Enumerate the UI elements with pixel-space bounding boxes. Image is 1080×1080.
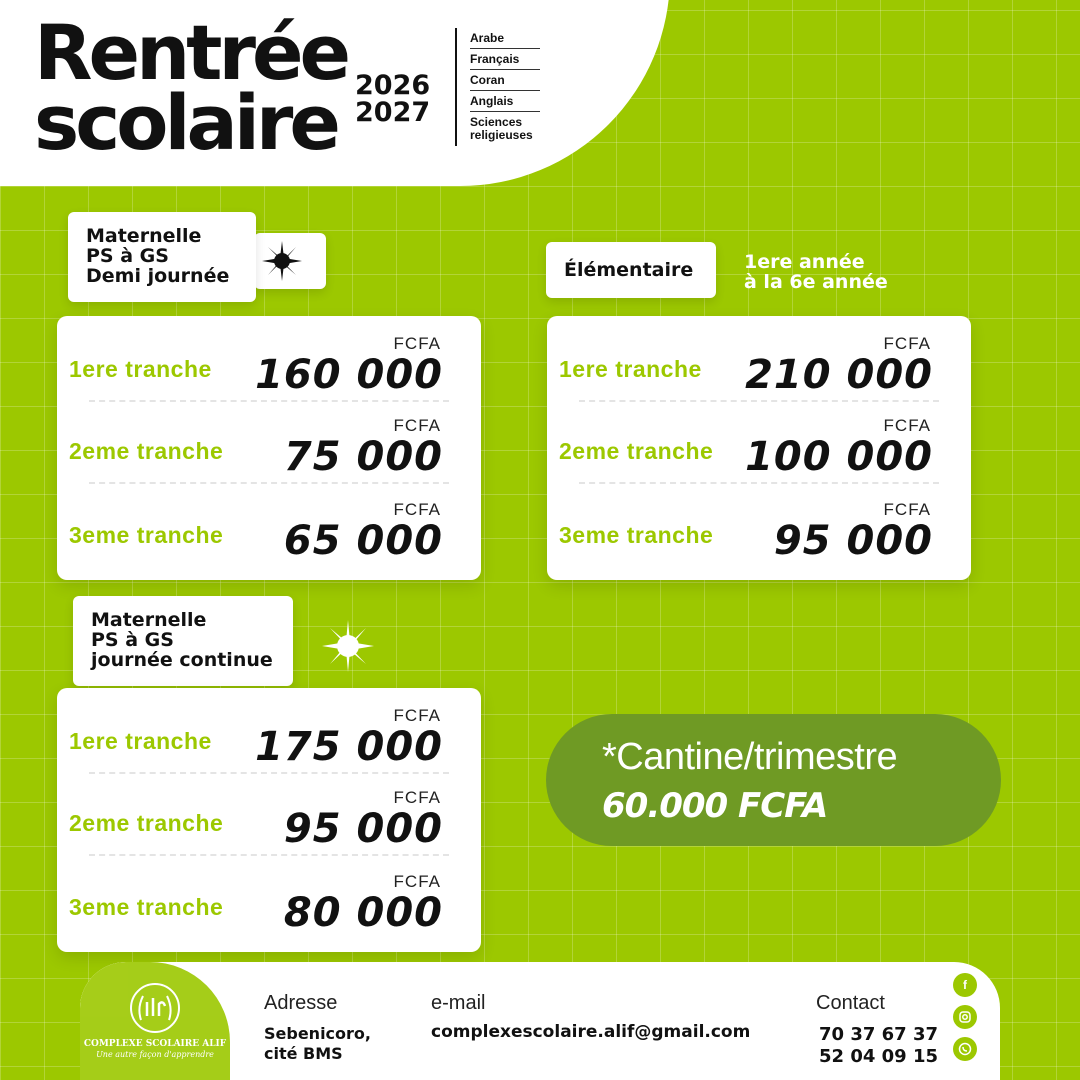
- price-amount: 100 000: [745, 434, 933, 480]
- label-line: PS à GS: [91, 629, 174, 651]
- starburst-icon: [262, 241, 302, 281]
- year-start: 2026: [355, 70, 431, 101]
- row-divider: [579, 400, 939, 402]
- burst-badge: [254, 233, 326, 289]
- logo-slogan: Une autre façon d'apprendre: [96, 1050, 214, 1059]
- price-amount: 160 000: [255, 352, 443, 398]
- tranche-label: 3eme tranche: [69, 894, 224, 920]
- tranche-label: 2eme tranche: [69, 810, 224, 836]
- currency-label: FCFA: [393, 788, 441, 807]
- sparkle-icon: [322, 620, 374, 672]
- price-amount: 210 000: [745, 352, 933, 398]
- currency-label: FCFA: [393, 334, 441, 353]
- label-line: journée continue: [91, 649, 273, 671]
- footer: [80, 962, 1000, 1080]
- label-line: Maternelle: [91, 609, 207, 631]
- year-end: 2027: [355, 97, 431, 128]
- grade-range: [744, 252, 888, 292]
- logo-name: COMPLEXE SCOLAIRE ALIF: [83, 1039, 227, 1049]
- section-label-maternelle-continue: [73, 596, 293, 686]
- address-line: cité BMS: [264, 1044, 343, 1063]
- subject-item: Coran: [470, 74, 540, 91]
- page-title: [34, 8, 348, 167]
- phone-number[interactable]: 52 04 09 15: [819, 1046, 938, 1067]
- phone-numbers: [819, 1024, 938, 1068]
- address-label: Adresse: [264, 992, 338, 1014]
- cantine-price: 60.000 FCFA: [602, 786, 828, 826]
- tranche-label: 1ere tranche: [559, 356, 702, 382]
- price-row: [57, 404, 481, 484]
- row-divider: [89, 772, 449, 774]
- currency-label: FCFA: [883, 416, 931, 435]
- currency-label: FCFA: [393, 706, 441, 725]
- price-row: [547, 322, 971, 402]
- currency-label: FCFA: [883, 334, 931, 353]
- subject-item: Sciences religieuses: [470, 115, 533, 142]
- price-card-maternelle-demi: [57, 316, 481, 580]
- row-divider: [89, 854, 449, 856]
- currency-label: FCFA: [393, 872, 441, 891]
- facebook-icon[interactable]: f: [953, 973, 977, 997]
- price-card-maternelle-continue: [57, 688, 481, 952]
- label-line: Demi journée: [86, 265, 230, 287]
- price-card-elementaire: [547, 316, 971, 580]
- price-amount: 65 000: [283, 518, 443, 564]
- tranche-label: 3eme tranche: [559, 522, 714, 548]
- currency-label: FCFA: [883, 500, 931, 519]
- price-row: [57, 860, 481, 940]
- cantine-badge: [546, 714, 1001, 846]
- address-value: [264, 1024, 371, 1064]
- price-row: [57, 694, 481, 774]
- section-label-elementaire: [546, 242, 716, 298]
- address-line: Sebenicoro,: [264, 1024, 371, 1043]
- label-line: Élémentaire: [564, 259, 694, 281]
- price-amount: 175 000: [255, 724, 443, 770]
- tranche-label: 1ere tranche: [69, 728, 212, 754]
- phone-number[interactable]: 70 37 67 37: [819, 1024, 938, 1045]
- price-amount: 80 000: [283, 890, 443, 936]
- currency-label: FCFA: [393, 416, 441, 435]
- title-line-1: Rentrée: [34, 8, 348, 97]
- email-label: e-mail: [431, 992, 486, 1014]
- row-divider: [89, 400, 449, 402]
- school-year: [355, 72, 430, 126]
- price-row: [57, 776, 481, 856]
- tranche-label: 2eme tranche: [559, 438, 714, 464]
- price-row: [547, 488, 971, 568]
- subjects-list: [470, 32, 540, 149]
- instagram-icon[interactable]: [953, 1005, 977, 1029]
- cantine-label: *Cantine/trimestre: [602, 736, 898, 778]
- title-line-2: scolaire: [34, 78, 337, 167]
- subject-item: Français: [470, 53, 540, 70]
- tranche-label: 2eme tranche: [69, 438, 224, 464]
- price-amount: 95 000: [283, 806, 443, 852]
- row-divider: [89, 482, 449, 484]
- price-amount: 95 000: [773, 518, 933, 564]
- school-logo-icon: [127, 980, 183, 1036]
- contact-label: Contact: [816, 992, 885, 1014]
- grade-range-line: 1ere année: [744, 251, 865, 273]
- price-amount: 75 000: [283, 434, 443, 480]
- grade-range-line: à la 6e année: [744, 271, 888, 293]
- email-link[interactable]: complexescolaire.alif@gmail.com: [431, 1022, 751, 1042]
- currency-label: FCFA: [393, 500, 441, 519]
- price-row: [57, 488, 481, 568]
- subject-item: Arabe: [470, 32, 540, 49]
- subject-item: Anglais: [470, 95, 540, 112]
- section-label-maternelle-demi: [68, 212, 256, 302]
- label-line: PS à GS: [86, 245, 169, 267]
- logo-panel: [80, 962, 230, 1080]
- tranche-label: 3eme tranche: [69, 522, 224, 548]
- price-row: [57, 322, 481, 402]
- tranche-label: 1ere tranche: [69, 356, 212, 382]
- label-line: Maternelle: [86, 225, 202, 247]
- row-divider: [579, 482, 939, 484]
- whatsapp-icon[interactable]: [953, 1037, 977, 1061]
- price-row: [547, 404, 971, 484]
- header-divider: [455, 28, 457, 146]
